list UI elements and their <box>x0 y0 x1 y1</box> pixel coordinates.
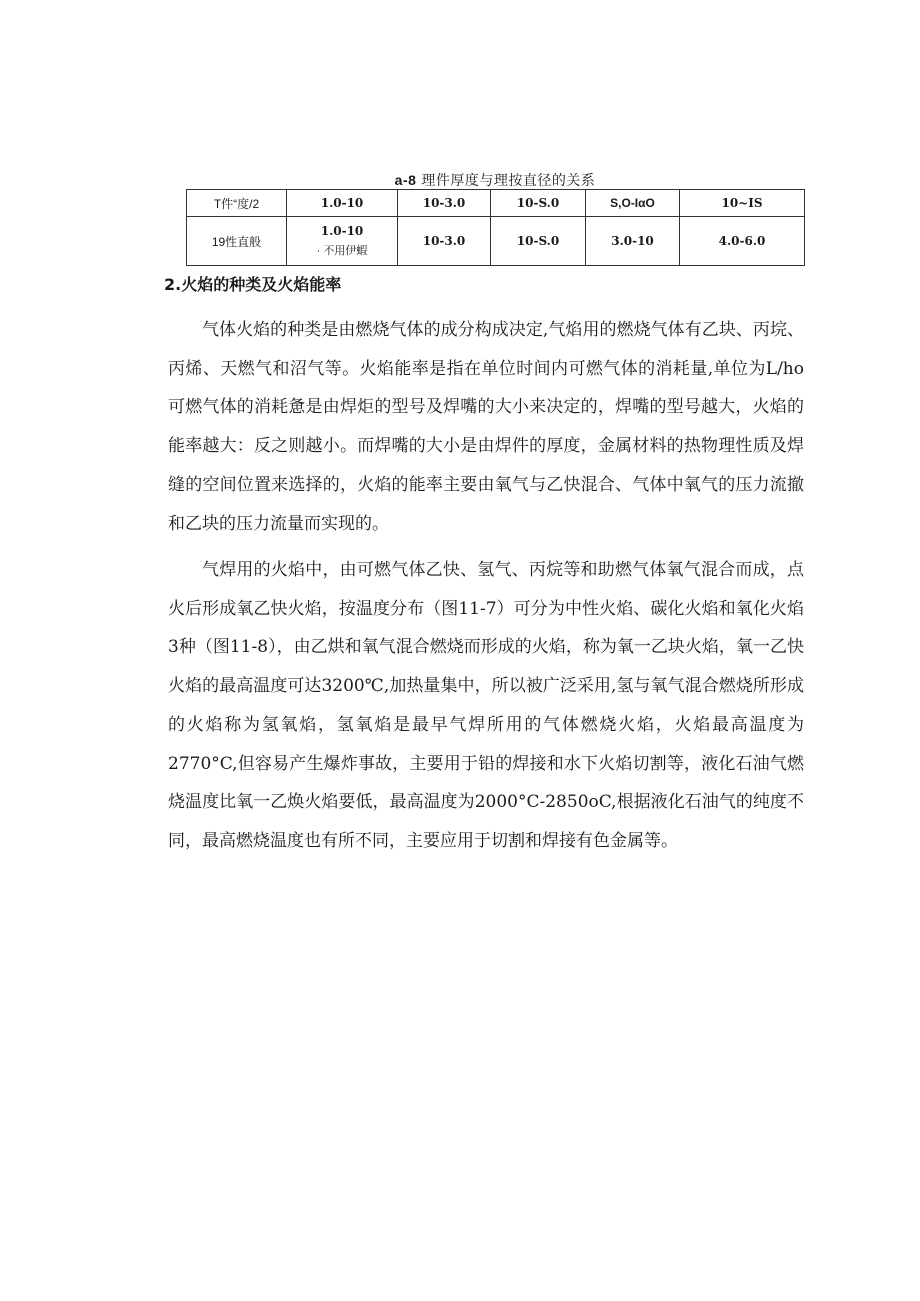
table-cell: 10-S.0 <box>491 190 586 217</box>
table-cell: 10~IS <box>680 190 805 217</box>
table-cell <box>287 217 398 266</box>
table-cell: S,O-IαO <box>586 190 680 217</box>
table-row <box>187 217 805 266</box>
table-header-row <box>187 190 805 217</box>
table-cell: 10-3.0 <box>398 190 491 217</box>
body-paragraph: 气焊用的火焰中，由可燃气体乙快、氢气、丙烷等和助燃气体氧气混合而成，点火后形成氧乙快火焰，按温度分布（图11-7）可分为中性火焰、碳化火焰和氧化火焰3种（图11-8），由乙烘和氧气混合燃烧而形成的火焰，称为氧一乙块火焰，氧一乙快火焰的最高温度可达3200℃,加热量集中，所以被广泛采用,氢与氧气混合燃烧所形成的火焰称为氢氧焰，氢氧焰是最早气焊所用的气体燃烧火焰，火焰最高温度为2770°C,但容易产生爆炸事故，主要用于铅的焊接和水下火焰切割等，液化石油气燃烧温度比氧一乙焕火焰要低，最高温度为2000°C-2850oC,根据液化石油气的纯度不同，最高燃烧温度也有所不同，主要应用于切割和焊接有色金属等。 <box>168 560 804 851</box>
table-caption <box>186 170 804 190</box>
table-cell-note: · 不用伊蝦 <box>316 245 368 257</box>
table-cell: 4.0-6.0 <box>680 217 805 266</box>
table-row-label: 19性直般 <box>187 217 287 266</box>
table-row-label: T件“度/2 <box>187 190 287 217</box>
table-cell: 10-S.0 <box>491 217 586 266</box>
table-cell: 1.0-10 <box>287 190 398 217</box>
table-cell-main: 1.0-10 <box>320 224 364 238</box>
section-heading: 2.火焰的种类及火焰能率 <box>164 275 342 294</box>
table-caption-number: a-8 <box>394 172 417 188</box>
data-table <box>186 189 805 266</box>
table-cell: 3.0-10 <box>586 217 680 266</box>
table-caption-text: 理件厚度与理按直径的关系 <box>421 173 596 189</box>
body-paragraph: 气体火焰的种类是由燃烧气体的成分构成决定,气焰用的燃烧气体有乙块、丙垸、丙烯、天燃气和沼气等。火焰能率是指在单位时间内可燃气体的消耗量,单位为L/ho可燃气体的消耗惫是由焊炬的型号及焊嘴的大小来决定的，焊嘴的型号越大，火焰的能率越大：反之则越小。而焊嘴的大小是由焊件的厚度，金属材料的热物理性质及焊缝的空间位置来选择的，火焰的能率主要由氧气与乙快混合、气体中氧气的压力流撤和乙块的压力流量而实现的。 <box>168 320 804 534</box>
table-cell: 10-3.0 <box>398 217 491 266</box>
